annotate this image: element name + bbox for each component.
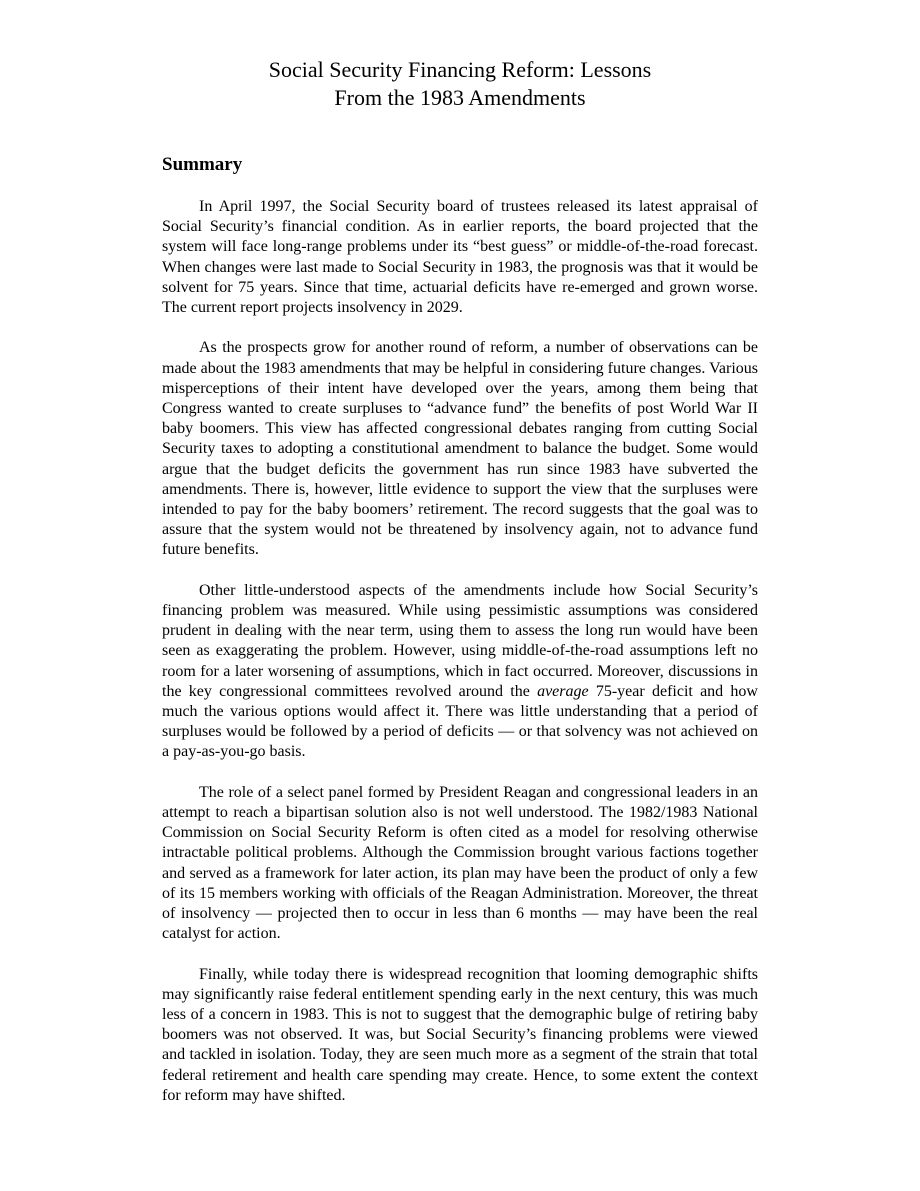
- document-title: [162, 56, 758, 112]
- paragraph-3-text-after: 75-year deficit and how much the various options would affect it. There was little understanding that a period of surpluses would be followed by a period of deficits — or that solvency was not achieved on a pay-as-you-go basis.: [162, 682, 758, 761]
- paragraph-4: The role of a select panel formed by President Reagan and congressional leaders in an attempt to reach a bipartisan solution also is not well understood. The 1982/1983 National Commission on Social Security Reform is often cited as a model for resolving otherwise intractable political problems. Although the Commission brought various factions together and served as a framework for later action, its plan may have been the product of only a few of its 15 members working with officials of the Reagan Administration. Moreover, the threat of insolvency — projected then to occur in less than 6 months — may have been the real catalyst for action.: [162, 783, 758, 943]
- section-heading-summary: Summary: [162, 154, 243, 175]
- summary-body: [162, 197, 758, 1106]
- document-title-line-1: Social Security Financing Reform: Lessons: [268, 57, 652, 82]
- paragraph-2: As the prospects grow for another round of reform, a number of observations can be made about the 1983 amendments that may be helpful in considering future changes. Various misperceptions of their intent have developed over the years, among them being that Congress wanted to create surpluses to “advance fund” the benefits of post World War II baby boomers. This view has affected congressional debates ranging from cutting Social Security taxes to adopting a constitutional amendment to balance the budget. Some would argue that the budget deficits the government has run since 1983 have subverted the amendments. There is, however, little evidence to support the view that the surpluses were intended to pay for the baby boomers’ retirement. The record suggests that the goal was to assure that the system would not be threatened by insolvency again, not to advance fund future benefits.: [162, 339, 758, 559]
- page-content: [162, 56, 758, 1106]
- paragraph-3-text-before: Other little-understood aspects of the amendments include how Social Security’s financing problem was measured. While using pessimistic assumptions was considered prudent in dealing with the near term, using them to assess the long run would have been seen as exaggerating the problem. However, using middle-of-the-road assumptions left no room for a later worsening of assumptions, which in fact occurred. Moreover, discussions in the key congressional committees revolved around the: [162, 581, 758, 700]
- paragraph-3-italic-word: average: [537, 682, 589, 700]
- paragraph-3: [162, 581, 758, 763]
- document-title-line-2: From the 1983 Amendments: [334, 85, 586, 110]
- paragraph-5: Finally, while today there is widespread recognition that looming demographic shifts may significantly raise federal entitlement spending early in the next century, this was much less of a concern in 1983. This is not to suggest that the demographic bulge of retiring baby boomers was not observed. It was, but Social Security’s financing problems were viewed and tackled in isolation. Today, they are seen much more as a segment of the strain that total federal retirement and health care spending may create. Hence, to some extent the context for reform may have shifted.: [162, 965, 758, 1104]
- paragraph-1: In April 1997, the Social Security board of trustees released its latest appraisal of Social Security’s financial condition. As in earlier reports, the board projected that the system will face long-range problems under its “best guess” or middle-of-the-road forecast. When changes were last made to Social Security in 1983, the prognosis was that it would be solvent for 75 years. Since that time, actuarial deficits have re-emerged and grown worse. The current report projects insolvency in 2029.: [162, 198, 758, 317]
